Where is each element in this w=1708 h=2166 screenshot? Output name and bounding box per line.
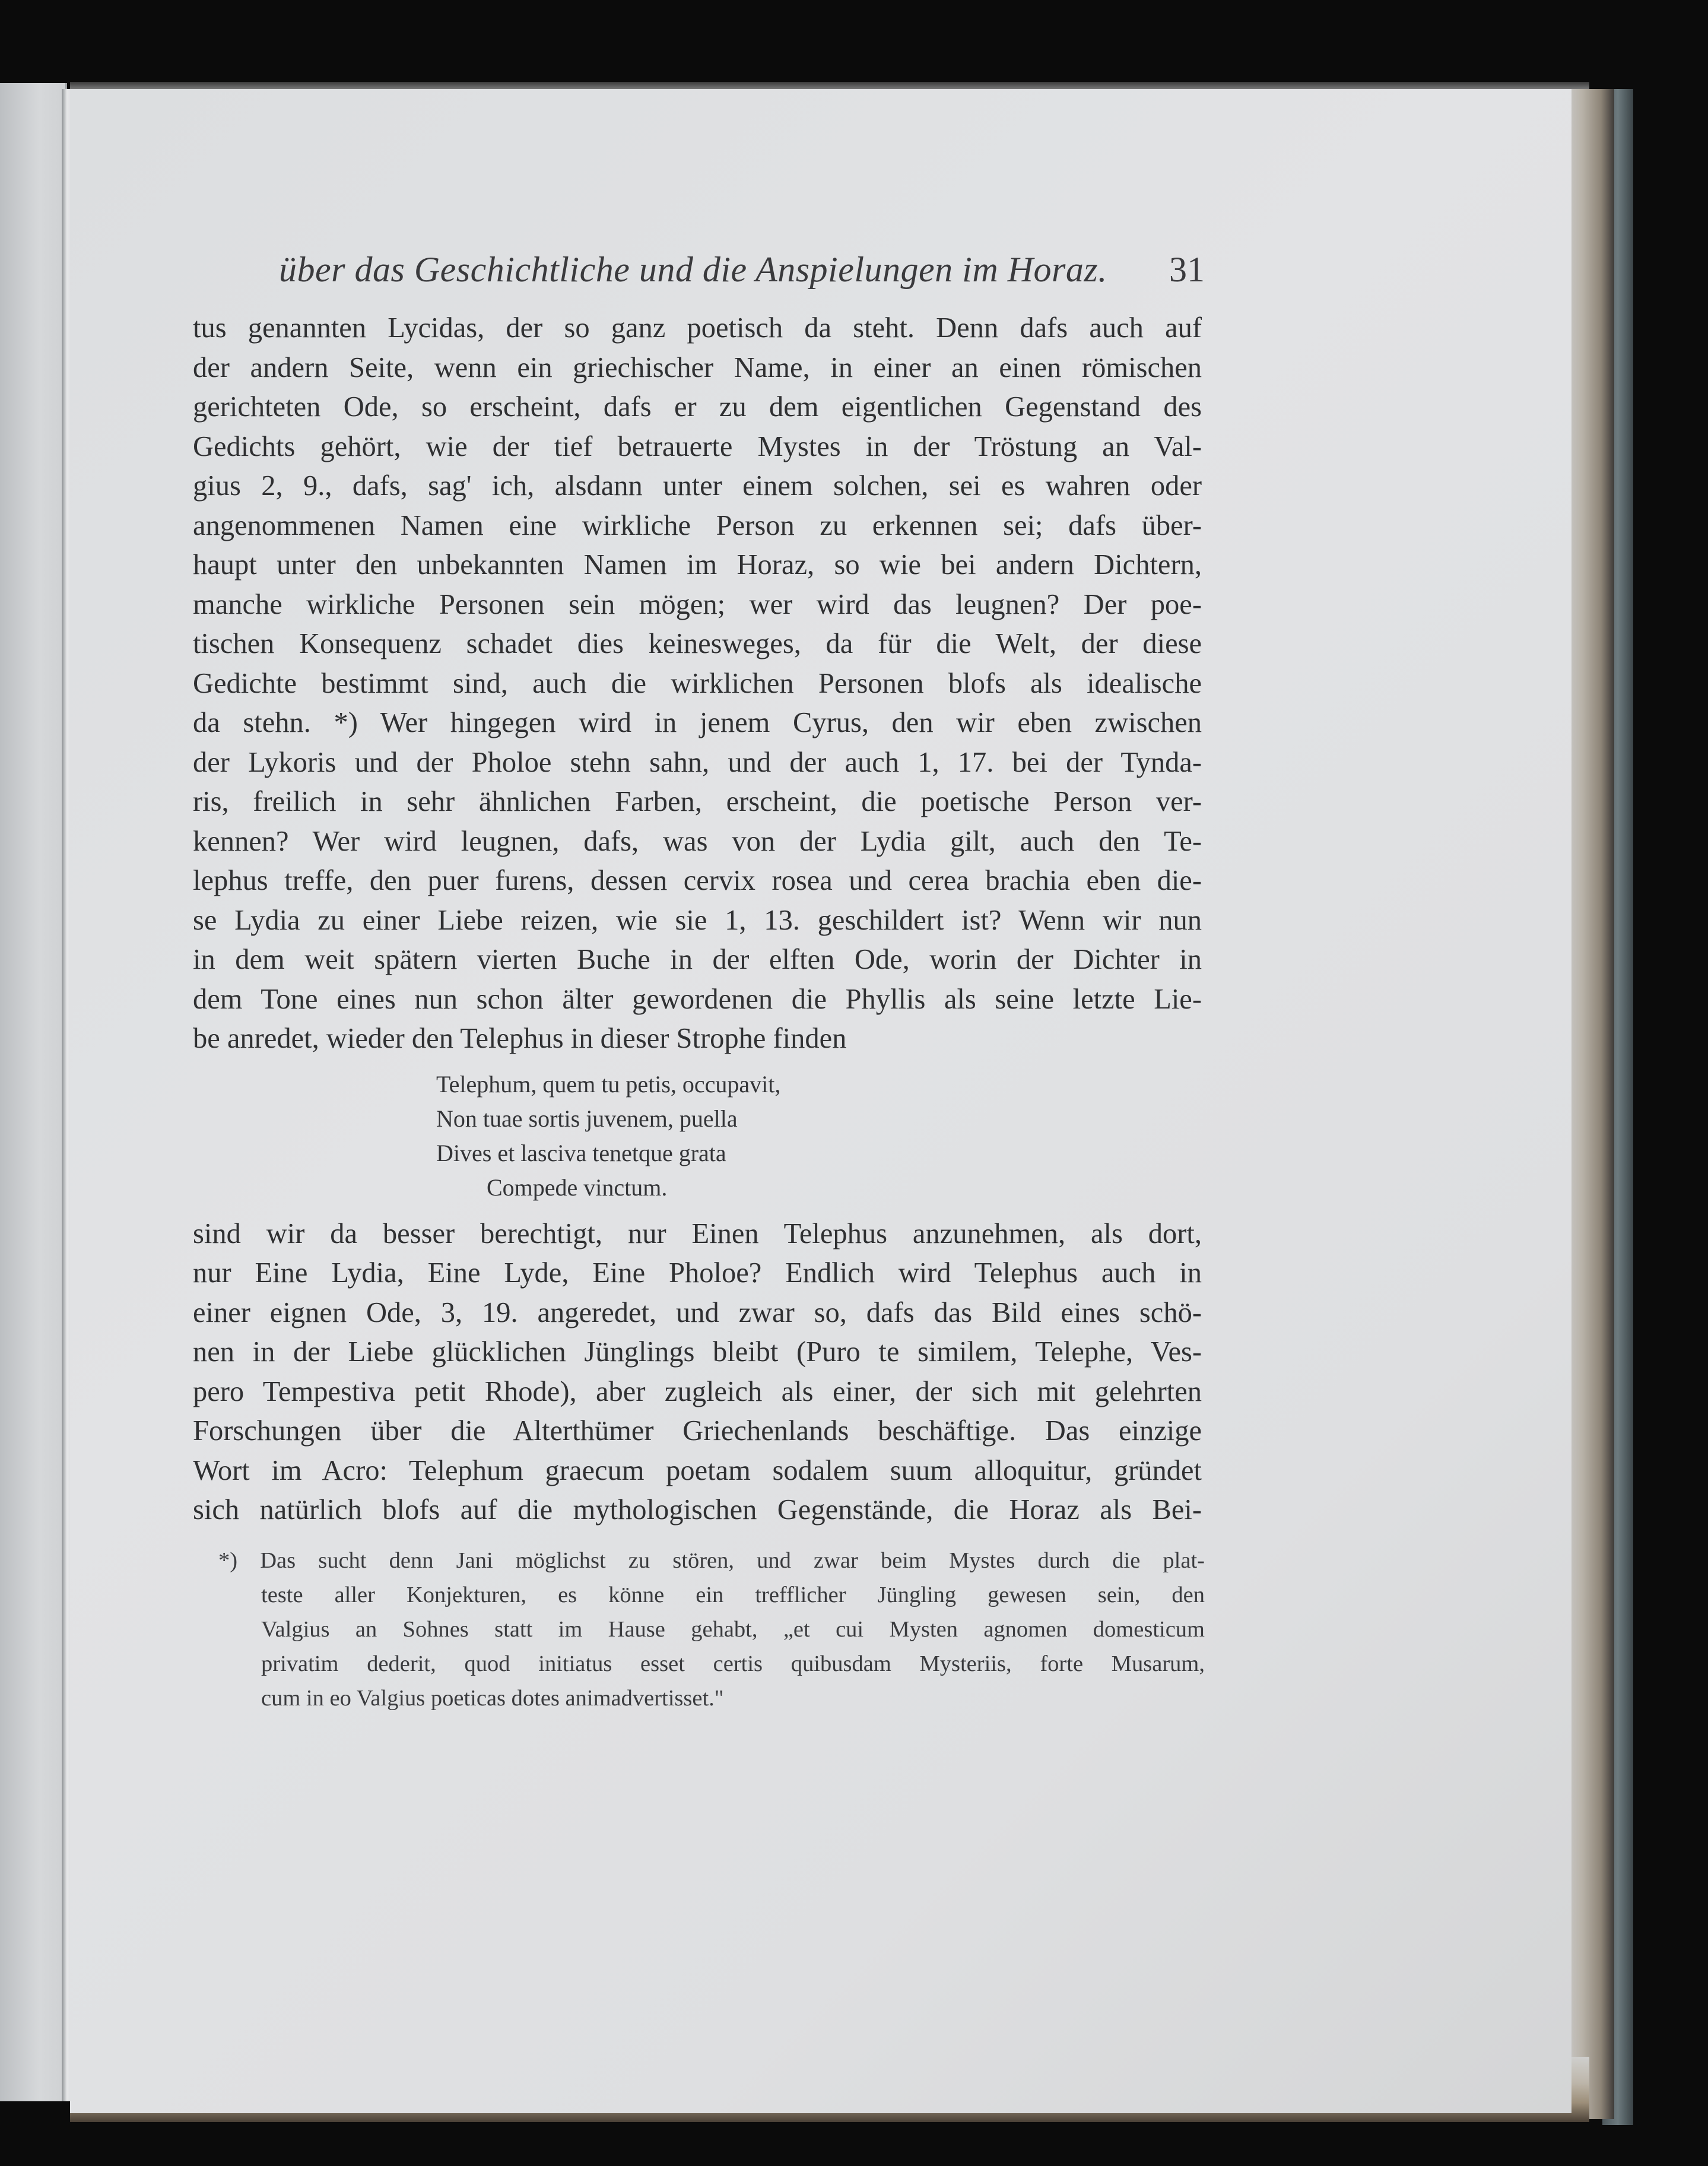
text-line: Forschungen über die Alterthümer Griechenlands beschäftige. Das einzige	[193, 1415, 1202, 1447]
text-line: Wort im Acro: Telephum graecum poetam sodalem suum alloquitur, gründet	[193, 1454, 1202, 1486]
text-line: pero Tempestiva petit Rhode), aber zugleich als einer, der sich mit gelehrten	[193, 1375, 1202, 1407]
footnote-line: cum in eo Valgius poeticas dotes animadvertisset."	[261, 1686, 724, 1711]
text-line: in dem weit spätern vierten Buche in der elften Ode, worin der Dichter in	[193, 944, 1202, 975]
footnote-line: Valgius an Sohnes statt im Hause gehabt, „et cui Mysten agnomen domesticum	[261, 1617, 1205, 1642]
text-line: einer eignen Ode, 3, 19. angeredet, und zwar so, dafs das Bild eines schö-	[193, 1296, 1202, 1328]
text-line: sind wir da besser berechtigt, nur Einen Telephus anzunehmen, als dort,	[193, 1217, 1202, 1250]
text-line: kennen? Wer wird leugnen, dafs, was von der Lydia gilt, auch den Te-	[193, 825, 1202, 857]
main-text	[193, 309, 1202, 1530]
text-line: der Lykoris und der Pholoe stehn sahn, und der auch 1, 17. bei der Tynda-	[193, 746, 1202, 778]
text-line: tischen Konsequenz schadet dies keinesweges, da für die Welt, der diese	[193, 628, 1202, 659]
text-line: Gedichts gehört, wie der tief betrauerte Mystes in der Tröstung an Val-	[193, 430, 1202, 462]
text-line: lephus treffe, den puer furens, dessen cervix rosea und cerea brachia eben die-	[193, 865, 1202, 896]
text-line: sich natürlich blofs auf die mythologischen Gegenstände, die Horaz als Bei-	[193, 1494, 1202, 1526]
verse-quotation	[436, 1067, 1202, 1205]
text-line: angenommenen Namen eine wirkliche Person zu erkennen sei; dafs über-	[193, 509, 1202, 541]
verse-line: Dives et lasciva tenetque grata	[436, 1139, 726, 1166]
text-line: gerichteten Ode, so erscheint, dafs er zu dem eigentlichen Gegenstand des	[193, 391, 1202, 423]
footnote-line: *) Das sucht denn Jani möglichst zu stören, und zwar beim Mystes durch die plat-	[218, 1548, 1205, 1573]
footnote-line: privatim dederit, quod initiatus esset certis quibusdam Mysteriis, forte Musarum,	[261, 1651, 1205, 1676]
text-line: be anredet, wieder den Telephus in dieser Strophe finden	[193, 1023, 847, 1054]
text-line: nen in der Liebe glücklichen Jünglings bleibt (Puro te similem, Telephe, Ves-	[193, 1336, 1202, 1368]
text-line: der andern Seite, wenn ein griechischer Name, in einer an einen römischen	[193, 351, 1202, 383]
verse-line: Non tuae sortis juvenem, puella	[436, 1105, 738, 1132]
text-line: haupt unter den unbekannten Namen im Horaz, so wie bei andern Dichtern,	[193, 549, 1202, 581]
text-line: gius 2, 9., dafs, sag' ich, alsdann unter einem solchen, sei es wahren oder	[193, 470, 1202, 502]
verse-line: Telephum, quem tu petis, occupavit,	[436, 1070, 781, 1098]
previous-page-edge	[0, 83, 67, 2101]
running-header	[279, 249, 1205, 297]
running-title: über das Geschichtliche und die Anspielungen im Horaz.	[279, 250, 1107, 289]
text-line: ris, freilich in sehr ähnlichen Farben, erscheint, die poetische Person ver-	[193, 786, 1202, 817]
footnote	[218, 1543, 1205, 1715]
text-line: se Lydia zu einer Liebe reizen, wie sie 1, 13. geschildert ist? Wenn wir nun	[193, 904, 1202, 936]
text-line: nur Eine Lydia, Eine Lyde, Eine Pholoe? Endlich wird Telephus auch in	[193, 1257, 1202, 1289]
page-number: 31	[1169, 250, 1205, 289]
verse-line: Compede vinctum.	[487, 1174, 668, 1201]
text-line: da stehn. *) Wer hingegen wird in jenem Cyrus, den wir eben zwischen	[193, 707, 1202, 738]
text-line: tus genannten Lycidas, der so ganz poetisch da steht. Denn dafs auch auf	[193, 312, 1202, 344]
paragraph-after-verse	[193, 1214, 1202, 1530]
paragraph-before-verse	[193, 309, 1202, 1059]
footnote-line: teste aller Konjekturen, es könne ein trefflicher Jüngling gewesen sein, den	[261, 1583, 1205, 1607]
text-line: Gedichte bestimmt sind, auch die wirklichen Personen blofs als idealische	[193, 667, 1202, 699]
text-line: dem Tone eines nun schon älter gewordenen die Phyllis als seine letzte Lie-	[193, 983, 1202, 1015]
text-line: manche wirkliche Personen sein mögen; wer wird das leugnen? Der poe-	[193, 588, 1202, 620]
